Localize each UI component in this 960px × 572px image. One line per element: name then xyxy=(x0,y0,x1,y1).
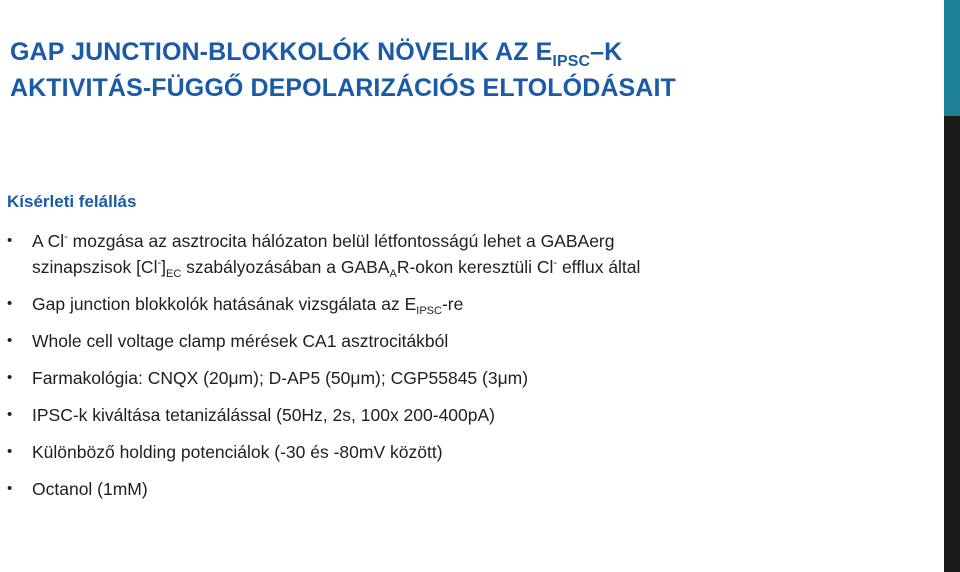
bullet-dot-icon: • xyxy=(7,443,13,460)
title-line1-text: GAP JUNCTION-BLOKKOLÓK NÖVELIK AZ E xyxy=(10,38,553,66)
bullet-text: -re xyxy=(441,294,464,314)
bullet-text: R-okon keresztüli Cl xyxy=(396,257,554,277)
bullet-item-cl-movement xyxy=(0,228,930,280)
title-line2: AKTIVITÁS-FÜGGŐ DEPOLARIZÁCIÓS ELTOLÓDÁSAIT xyxy=(10,74,676,102)
bullet-text: szabályozásában a GABA xyxy=(181,257,390,277)
bullet-dot-icon: • xyxy=(7,295,13,312)
superscript: - xyxy=(64,231,68,243)
subscript: A xyxy=(389,268,397,280)
bullet-text: szinapszisok [Cl xyxy=(32,257,158,277)
bullet-item-holding xyxy=(0,439,930,465)
bullet-text: mozgása az asztrocita hálózaton belül létfontosságú lehet a GABAerg xyxy=(67,231,615,251)
bullet-text: A Cl xyxy=(32,231,65,251)
bullet-text: IPSC-k kiváltása tetanizálással (50Hz, 2s, 100x 200-400pA) xyxy=(32,405,496,425)
title-line1 xyxy=(10,38,623,70)
bullet-dot-icon: • xyxy=(7,332,13,349)
superscript: - xyxy=(553,257,558,269)
bullet-dot-icon: • xyxy=(7,232,13,249)
bullet-dot-icon: • xyxy=(7,480,13,497)
bullet-text: Whole cell voltage clamp mérések CA1 asztrocitákból xyxy=(32,331,449,351)
bullet-text: Gap junction blokkolók hatásának vizsgálata az E xyxy=(32,294,417,314)
bullet-text: ] xyxy=(161,257,167,277)
bullet-item-octanol xyxy=(0,476,930,502)
bullet-item-ipsc xyxy=(0,402,930,428)
title-line1-end: –K xyxy=(590,38,623,66)
subscript: IPSC xyxy=(416,305,442,317)
bullet-item-whole-cell xyxy=(0,328,930,354)
section-heading: Kísérleti felállás xyxy=(7,192,137,211)
bullet-dot-icon: • xyxy=(7,406,13,423)
bullet-text: efflux által xyxy=(557,257,641,277)
title-subscript: IPSC xyxy=(552,53,591,70)
bullet-text: Különböző holding potenciálok (-30 és -80mV között) xyxy=(32,442,443,462)
bullet-list xyxy=(0,228,930,513)
superscript: - xyxy=(157,257,162,269)
bullet-item-gap-junction xyxy=(0,291,930,317)
bullet-text: Octanol (1mM) xyxy=(32,479,148,499)
slide-title xyxy=(10,34,930,106)
bullet-text: Farmakológia: CNQX (20μm); D-AP5 (50μm); CGP55845 (3μm) xyxy=(32,368,529,388)
bullet-item-pharmacology xyxy=(0,365,930,391)
subscript: EC xyxy=(166,268,182,280)
accent-bar-dark xyxy=(944,116,960,572)
accent-bar-teal xyxy=(944,0,960,116)
bullet-dot-icon: • xyxy=(7,369,13,386)
